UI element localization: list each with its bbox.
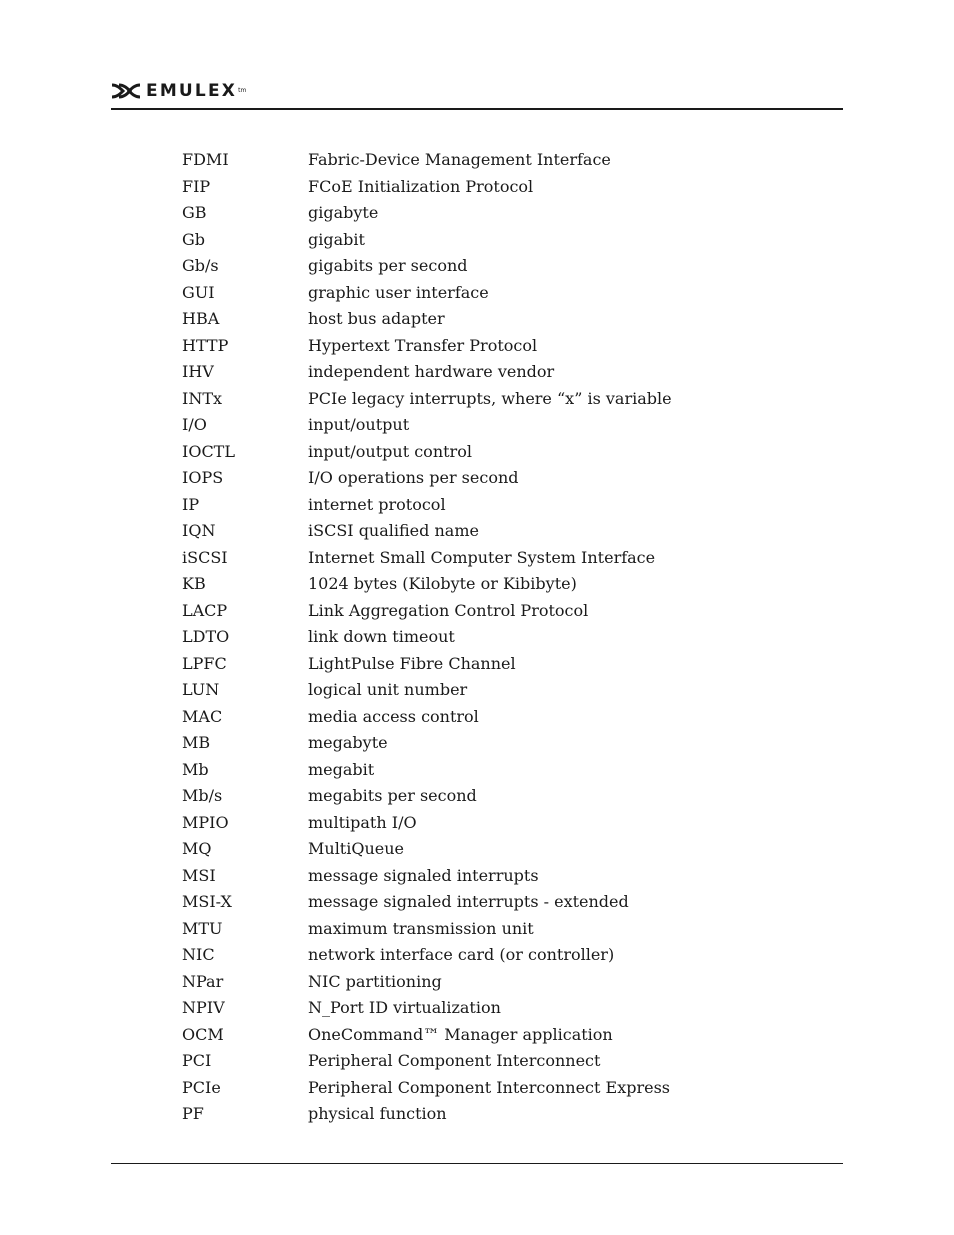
glossary-definition: independent hardware vendor bbox=[308, 362, 555, 382]
glossary-definition: media access control bbox=[308, 706, 479, 726]
glossary-definition: logical unit number bbox=[308, 680, 468, 700]
glossary-row bbox=[182, 863, 822, 890]
glossary-term: FIP bbox=[182, 176, 211, 196]
glossary-row bbox=[182, 518, 822, 545]
glossary-definition: Peripheral Component Interconnect Express bbox=[308, 1077, 671, 1097]
glossary-term: iSCSI bbox=[182, 547, 228, 567]
glossary-term: IP bbox=[182, 494, 200, 514]
glossary-term: KB bbox=[182, 574, 206, 594]
glossary-definition: host bus adapter bbox=[308, 309, 445, 329]
glossary-row bbox=[182, 730, 822, 757]
glossary-row bbox=[182, 359, 822, 386]
glossary-row bbox=[182, 651, 822, 678]
glossary-term: GUI bbox=[182, 282, 215, 302]
glossary-row bbox=[182, 412, 822, 439]
glossary-row bbox=[182, 465, 822, 492]
glossary-row bbox=[182, 598, 822, 625]
glossary-definition: network interface card (or controller) bbox=[308, 945, 615, 965]
glossary-definition: gigabits per second bbox=[308, 256, 468, 276]
glossary-row bbox=[182, 333, 822, 360]
glossary-definition: I/O operations per second bbox=[308, 468, 519, 488]
glossary-definition: MultiQueue bbox=[308, 839, 405, 859]
glossary-row bbox=[182, 280, 822, 307]
glossary-definition: LightPulse Fibre Channel bbox=[308, 653, 516, 673]
glossary-definition: gigabyte bbox=[308, 203, 379, 223]
glossary-term: IQN bbox=[182, 521, 216, 541]
glossary-row bbox=[182, 757, 822, 784]
glossary-row bbox=[182, 147, 822, 174]
glossary-definition: graphic user interface bbox=[308, 282, 489, 302]
glossary-row bbox=[182, 571, 822, 598]
footer-divider bbox=[111, 1163, 843, 1164]
glossary-term: PF bbox=[182, 1104, 204, 1124]
glossary-definition: 1024 bytes (Kilobyte or Kibibyte) bbox=[308, 574, 577, 594]
glossary-row bbox=[182, 1075, 822, 1102]
glossary-row bbox=[182, 492, 822, 519]
trademark-mark: tm bbox=[238, 87, 247, 94]
glossary-term: LACP bbox=[182, 600, 228, 620]
glossary-row bbox=[182, 916, 822, 943]
glossary-definition: message signaled interrupts - extended bbox=[308, 892, 629, 912]
glossary-term: INTx bbox=[182, 388, 223, 408]
glossary-row bbox=[182, 889, 822, 916]
glossary-term: NPar bbox=[182, 971, 224, 991]
glossary-row bbox=[182, 386, 822, 413]
emulex-logo bbox=[111, 80, 246, 102]
glossary-term: MB bbox=[182, 733, 211, 753]
glossary-term: Gb bbox=[182, 229, 206, 249]
glossary-row bbox=[182, 783, 822, 810]
glossary-term: NIC bbox=[182, 945, 215, 965]
glossary-definition: maximum transmission unit bbox=[308, 918, 534, 938]
glossary-definition: Peripheral Component Interconnect bbox=[308, 1051, 601, 1071]
glossary-definition: multipath I/O bbox=[308, 812, 417, 832]
logo-wordmark: EMULEX bbox=[146, 81, 238, 101]
glossary-definition: N_Port ID virtualization bbox=[308, 998, 501, 1018]
glossary-row bbox=[182, 545, 822, 572]
glossary-definition: input/output control bbox=[308, 441, 472, 461]
glossary-term: Gb/s bbox=[182, 256, 219, 276]
glossary-definition: OneCommand™ Manager application bbox=[308, 1024, 613, 1044]
glossary-term: NPIV bbox=[182, 998, 225, 1018]
glossary-term: MQ bbox=[182, 839, 212, 859]
glossary-term: Mb/s bbox=[182, 786, 223, 806]
glossary-definition: NIC partitioning bbox=[308, 971, 442, 991]
glossary-definition: gigabit bbox=[308, 229, 365, 249]
glossary-row bbox=[182, 704, 822, 731]
glossary-row bbox=[182, 227, 822, 254]
glossary-definition: Link Aggregation Control Protocol bbox=[308, 600, 589, 620]
glossary-term: MSI-X bbox=[182, 892, 232, 912]
glossary-term: HBA bbox=[182, 309, 220, 329]
glossary-row bbox=[182, 969, 822, 996]
glossary-definition: physical function bbox=[308, 1104, 447, 1124]
glossary-term: PCIe bbox=[182, 1077, 221, 1097]
glossary-term: GB bbox=[182, 203, 207, 223]
emulex-x-icon bbox=[111, 82, 141, 100]
glossary-row bbox=[182, 677, 822, 704]
glossary-term: PCI bbox=[182, 1051, 212, 1071]
glossary-definition: internet protocol bbox=[308, 494, 446, 514]
glossary-definition: megabyte bbox=[308, 733, 388, 753]
glossary-row bbox=[182, 200, 822, 227]
glossary-term: LPFC bbox=[182, 653, 227, 673]
glossary-definition: Internet Small Computer System Interface bbox=[308, 547, 656, 567]
glossary-term: LDTO bbox=[182, 627, 230, 647]
glossary-term: HTTP bbox=[182, 335, 229, 355]
glossary-row bbox=[182, 1022, 822, 1049]
glossary-row bbox=[182, 810, 822, 837]
glossary-row bbox=[182, 174, 822, 201]
glossary-row bbox=[182, 1101, 822, 1128]
glossary-definition: Hypertext Transfer Protocol bbox=[308, 335, 538, 355]
glossary-term: MTU bbox=[182, 918, 223, 938]
glossary-term: IOCTL bbox=[182, 441, 235, 461]
glossary-definition: megabit bbox=[308, 759, 375, 779]
glossary-definition: FCoE Initialization Protocol bbox=[308, 176, 534, 196]
glossary-definition: message signaled interrupts bbox=[308, 865, 539, 885]
glossary-term: LUN bbox=[182, 680, 220, 700]
glossary-row bbox=[182, 624, 822, 651]
glossary-definition: megabits per second bbox=[308, 786, 477, 806]
glossary-list bbox=[182, 147, 822, 1128]
glossary-term: FDMI bbox=[182, 150, 229, 170]
glossary-term: Mb bbox=[182, 759, 209, 779]
glossary-term: IOPS bbox=[182, 468, 224, 488]
page-header bbox=[111, 78, 843, 110]
glossary-definition: input/output bbox=[308, 415, 410, 435]
glossary-row bbox=[182, 253, 822, 280]
header-divider bbox=[111, 108, 843, 110]
glossary-row bbox=[182, 995, 822, 1022]
glossary-term: IHV bbox=[182, 362, 214, 382]
glossary-term: MAC bbox=[182, 706, 223, 726]
glossary-row bbox=[182, 439, 822, 466]
glossary-term: MSI bbox=[182, 865, 216, 885]
glossary-row bbox=[182, 306, 822, 333]
glossary-definition: iSCSI qualified name bbox=[308, 521, 479, 541]
glossary-row bbox=[182, 1048, 822, 1075]
glossary-term: I/O bbox=[182, 415, 207, 435]
glossary-row bbox=[182, 942, 822, 969]
glossary-definition: Fabric-Device Management Interface bbox=[308, 150, 611, 170]
glossary-term: MPIO bbox=[182, 812, 229, 832]
glossary-definition: PCIe legacy interrupts, where “x” is variable bbox=[308, 388, 672, 408]
glossary-term: OCM bbox=[182, 1024, 224, 1044]
glossary-definition: link down timeout bbox=[308, 627, 455, 647]
glossary-row bbox=[182, 836, 822, 863]
